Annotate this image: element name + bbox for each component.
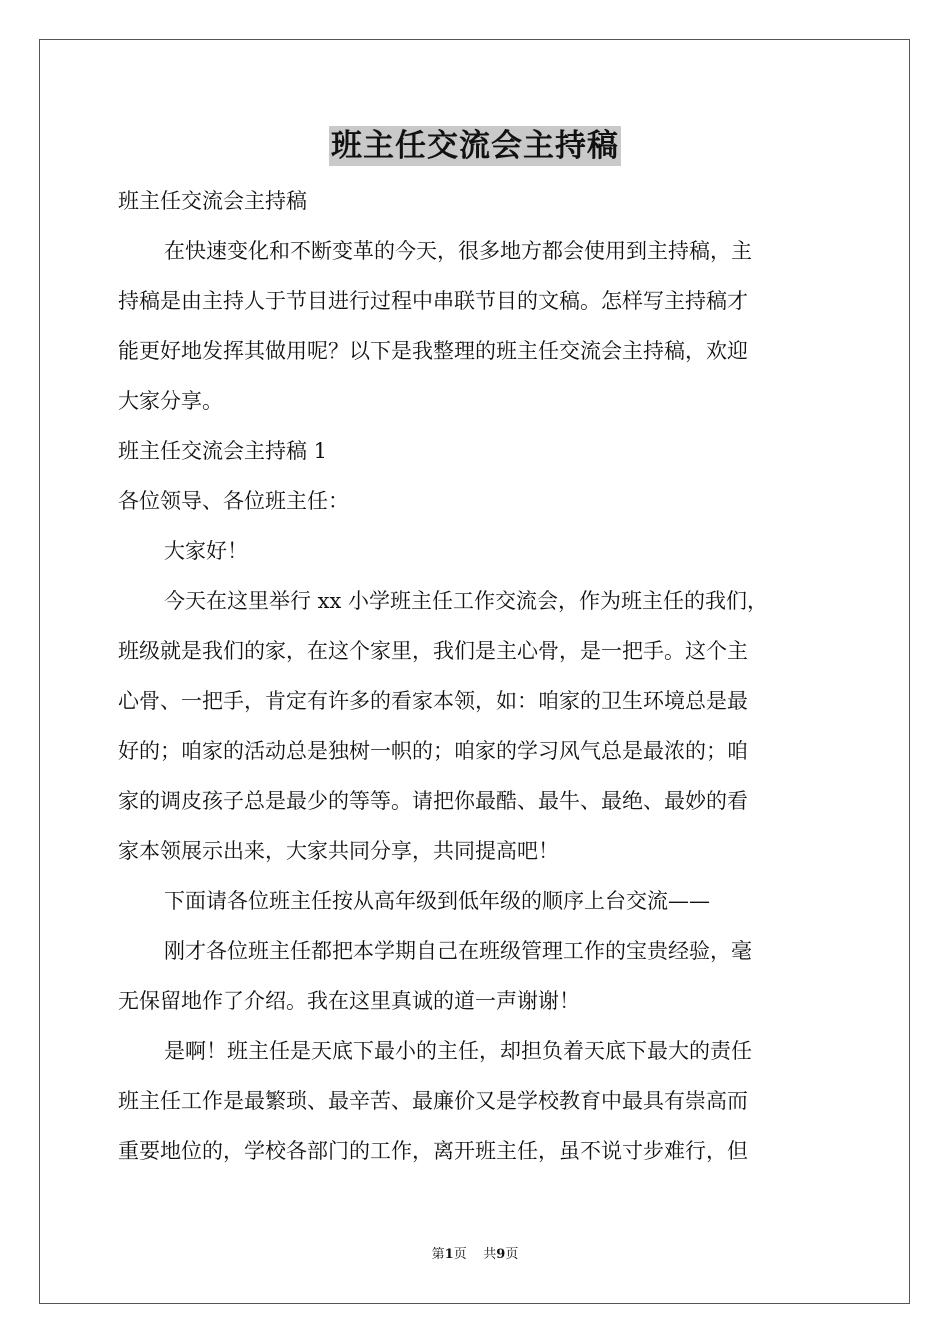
text-line: 大家好！ (164, 539, 248, 563)
text-line: 持稿是由主持人于节目进行过程中串联节目的文稿。怎样写主持稿才 (118, 289, 748, 313)
text-line: 下面请各位班主任按从高年级到低年级的顺序上台交流—— (164, 889, 710, 913)
page-prefix: 第 (431, 1247, 445, 1262)
text-line: 好的；咱家的活动总是独树一帜的；咱家的学习风气总是最浓的；咱 (118, 739, 748, 763)
page-footer (0, 1246, 950, 1264)
text-line: 家的调皮孩子总是最少的等等。请把你最酷、最牛、最绝、最妙的看 (118, 789, 748, 813)
text-line: 家本领展示出来，大家共同分享，共同提高吧！ (118, 839, 559, 863)
text-line: 各位领导、各位班主任： (118, 489, 349, 513)
title-container (0, 126, 950, 166)
text-line: 能更好地发挥其做用呢？以下是我整理的班主任交流会主持稿，欢迎 (118, 339, 748, 363)
text-line: 班主任工作是最繁琐、最辛苦、最廉价又是学校教育中最具有崇高而 (118, 1089, 748, 1113)
document-title: 班主任交流会主持稿 (331, 128, 619, 164)
text-line: 大家分享。 (118, 389, 223, 413)
page-suffix: 页 (453, 1247, 467, 1262)
total-prefix: 共 (483, 1247, 497, 1262)
page-total: 9 (496, 1247, 506, 1262)
text-line: 是啊！班主任是天底下最小的主任，却担负着天底下最大的责任 (164, 1039, 752, 1063)
document-body (118, 176, 838, 1176)
text-line: 无保留地作了介绍。我在这里真诚的道一声谢谢！ (118, 989, 580, 1013)
text-line: 班主任交流会主持稿 1 (118, 439, 328, 463)
text-line: 刚才各位班主任都把本学期自己在班级管理工作的宝贵经验，毫 (164, 939, 752, 963)
text-line: 重要地位的，学校各部门的工作，离开班主任，虽不说寸步难行，但 (118, 1139, 748, 1163)
page-current: 1 (444, 1247, 454, 1262)
text-line: 班级就是我们的家，在这个家里，我们是主心骨，是一把手。这个主 (118, 639, 748, 663)
total-suffix: 页 (505, 1247, 519, 1262)
text-line: 班主任交流会主持稿 (118, 189, 307, 213)
text-line: 在快速变化和不断变革的今天，很多地方都会使用到主持稿，主 (164, 239, 752, 263)
text-line: 今天在这里举行 xx 小学班主任工作交流会，作为班主任的我们， (164, 589, 769, 613)
text-line: 心骨、一把手，肯定有许多的看家本领，如：咱家的卫生环境总是最 (118, 689, 748, 713)
